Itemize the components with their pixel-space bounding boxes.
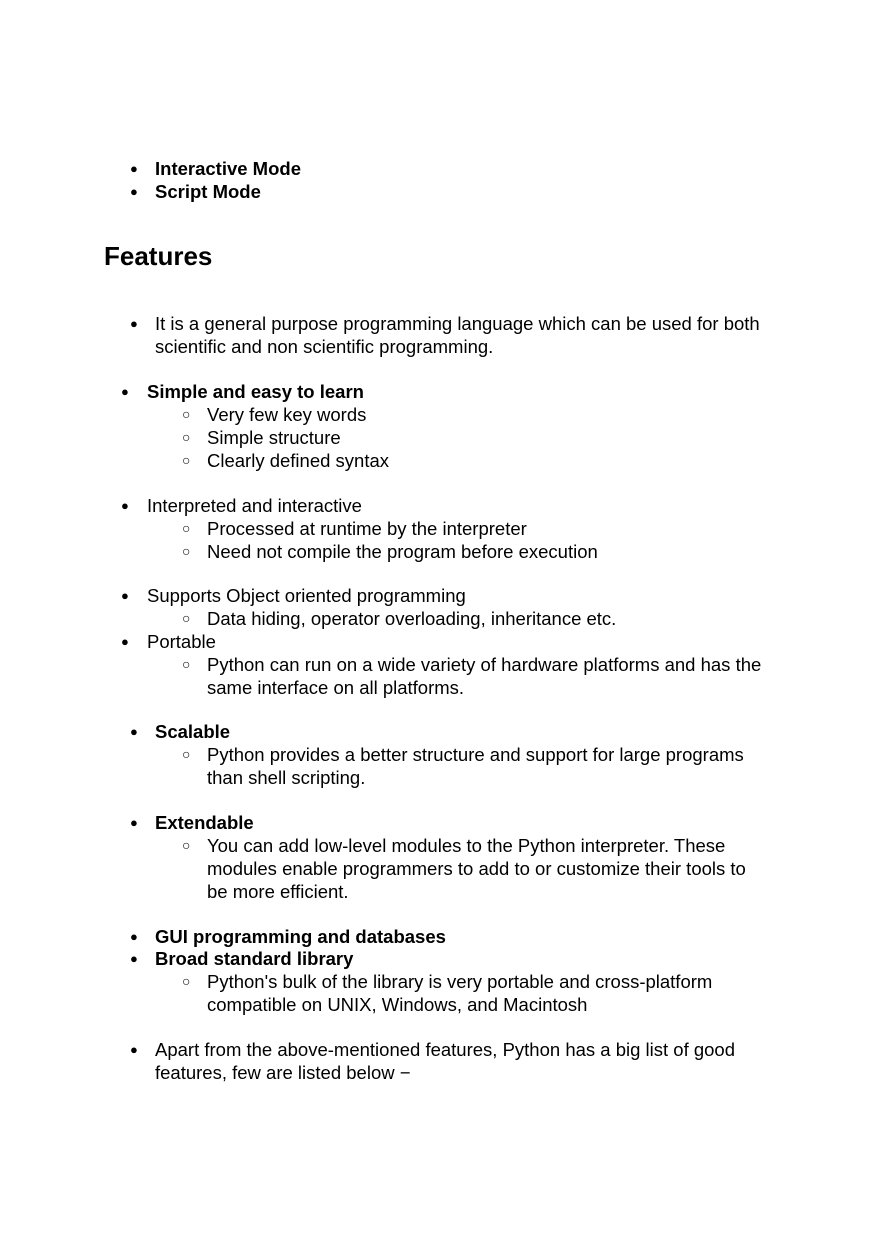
bullet-icon: ● bbox=[130, 184, 138, 199]
apart-line-2: features, few are listed below − bbox=[155, 1062, 411, 1083]
bullet-icon: ● bbox=[121, 634, 129, 649]
bullet-icon: ● bbox=[130, 161, 138, 176]
simple-label: Simple and easy to learn bbox=[147, 381, 364, 402]
extendable-sub-line-3: be more efficient. bbox=[207, 881, 349, 902]
bullet-icon: ● bbox=[130, 316, 138, 331]
interpreted-label: Interpreted and interactive bbox=[147, 495, 362, 516]
sub-bullet-icon: ○ bbox=[182, 973, 191, 989]
sub-bullet-icon: ○ bbox=[182, 406, 191, 422]
simple-sub-3: Clearly defined syntax bbox=[207, 450, 390, 471]
bullet-icon: ● bbox=[130, 724, 138, 739]
stdlib-sub-line-2: compatible on UNIX, Windows, and Macintosh bbox=[207, 994, 588, 1015]
scalable-sub-line-1: Python provides a better structure and support for large programs bbox=[207, 744, 744, 765]
gui-label: GUI programming and databases bbox=[155, 926, 446, 947]
oop-sub-1: Data hiding, operator overloading, inheritance etc. bbox=[207, 608, 617, 629]
mode-interactive: Interactive Mode bbox=[155, 158, 301, 179]
interpreted-sub-2: Need not compile the program before execution bbox=[207, 541, 598, 562]
portable-sub-line-1: Python can run on a wide variety of hardware platforms and has the bbox=[207, 654, 762, 675]
sub-bullet-icon: ○ bbox=[182, 520, 191, 536]
general-purpose-line-1: It is a general purpose programming language which can be used for both bbox=[155, 313, 760, 334]
portable-label: Portable bbox=[147, 631, 216, 652]
bullet-icon: ● bbox=[121, 588, 129, 603]
sub-bullet-icon: ○ bbox=[182, 543, 191, 559]
extendable-sub-line-1: You can add low-level modules to the Python interpreter. These bbox=[207, 835, 726, 856]
stdlib-sub-line-1: Python's bulk of the library is very portable and cross-platform bbox=[207, 971, 713, 992]
sub-bullet-icon: ○ bbox=[182, 452, 191, 468]
bullet-icon: ● bbox=[130, 929, 138, 944]
sub-bullet-icon: ○ bbox=[182, 429, 191, 445]
sub-bullet-icon: ○ bbox=[182, 837, 191, 853]
mode-script: Script Mode bbox=[155, 181, 261, 202]
extendable-sub-line-2: modules enable programmers to add to or customize their tools to bbox=[207, 858, 746, 879]
portable-sub-line-2: same interface on all platforms. bbox=[207, 677, 465, 698]
sub-bullet-icon: ○ bbox=[182, 610, 191, 626]
scalable-sub-line-2: than shell scripting. bbox=[207, 767, 366, 788]
interpreted-sub-1: Processed at runtime by the interpreter bbox=[207, 518, 527, 539]
bullet-icon: ● bbox=[130, 1042, 138, 1057]
scalable-label: Scalable bbox=[155, 721, 231, 742]
stdlib-label: Broad standard library bbox=[155, 948, 354, 969]
apart-line-1: Apart from the above-mentioned features, Python has a big list of good bbox=[155, 1039, 736, 1060]
simple-sub-1: Very few key words bbox=[207, 404, 367, 425]
bullet-icon: ● bbox=[121, 498, 129, 513]
bullet-icon: ● bbox=[130, 951, 138, 966]
sub-bullet-icon: ○ bbox=[182, 746, 191, 762]
simple-sub-2: Simple structure bbox=[207, 427, 341, 448]
bullet-icon: ● bbox=[130, 815, 138, 830]
oop-label: Supports Object oriented programming bbox=[147, 585, 466, 606]
extendable-label: Extendable bbox=[155, 812, 254, 833]
general-purpose-line-2: scientific and non scientific programming. bbox=[155, 336, 494, 357]
bullet-icon: ● bbox=[121, 384, 129, 399]
features-heading: Features bbox=[104, 241, 213, 271]
sub-bullet-icon: ○ bbox=[182, 656, 191, 672]
